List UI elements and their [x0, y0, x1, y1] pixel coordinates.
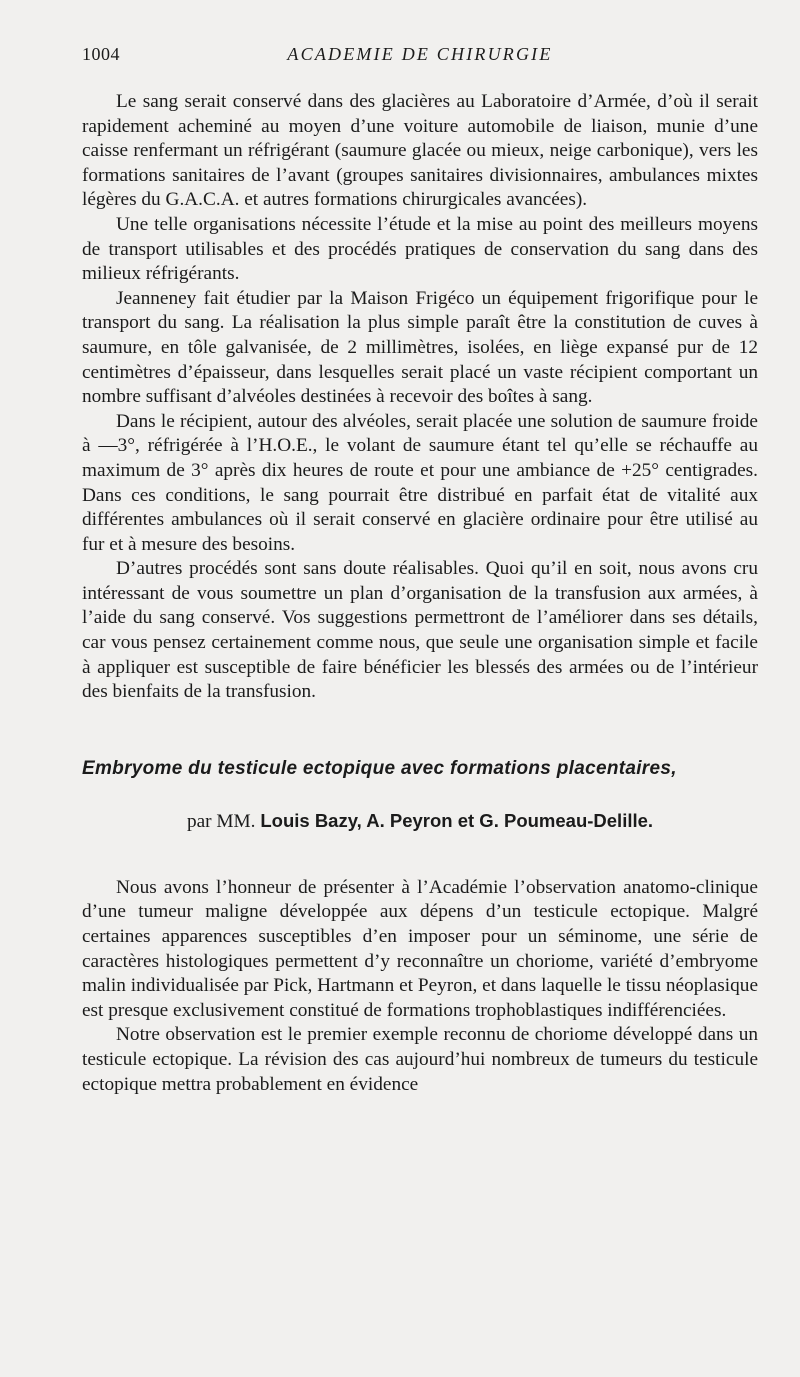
running-header [82, 44, 758, 72]
paragraph: Le sang serait conservé dans des glacières au Laboratoire d’Armée, d’où il serait rapidement acheminé au moyen d’une voiture automobile de liaison, munie d’une caisse renfermant un réfrigérant (saumure glacée ou mieux, neige carbonique), vers les formations sanitaires de l’avant (groupes sanitaires divisionnaires, ambulances mixtes légères du G.A.C.A. et autres formations chirurgicales avancées). [82, 91, 758, 211]
paragraph: Jeanneney fait étudier par la Maison Frigéco un équipement frigorifique pour le transport du sang. La réalisation la plus simple paraît être la constitution de cuves à saumure, en tôle galvanisée, de 2 millimètres, isolées, en liège expansé pur de 12 centimètres d’épaisseur, dans lesquelles serait placé un vaste récipient comportant un nombre suffisant d’alvéoles destinées à recevoir des boîtes à sang. [82, 287, 758, 408]
article-byline [82, 809, 758, 834]
byline-prefix: par MM. [186, 810, 256, 832]
previous-article-text [82, 90, 758, 705]
article-title: Embryome du testicule ectopique avec formations placentaires, [82, 757, 677, 779]
journal-title: ACADEMIE DE CHIRURGIE [287, 44, 553, 64]
paragraph: Notre observation est le premier exemple reconnu de choriome développé dans un testicule ectopique. La révision des cas aujourd’hui nombreux de tumeurs du testicule ectopique mettra probablement en évidence [82, 1024, 758, 1095]
paragraph: Dans le récipient, autour des alvéoles, serait placée une solution de saumure froide à —3°, réfrigérée à l’H.O.E., le volant de saumure étant tel qu’elle se réchauffe au maximum de 3° après dix heures de route et pour une ambiance de +25° centigrades. Dans ces conditions, le sang pourrait être distribué en parfait état de vitalité aux différentes ambulances où il serait conservé en glacière ordinaire pour être utilisé au fur et à mesure des besoins. [82, 410, 758, 555]
document-page [0, 44, 800, 1377]
article-authors: Louis Bazy, A. Peyron et G. Poumeau-Delille. [260, 809, 654, 831]
paragraph: Nous avons l’honneur de présenter à l’Académie l’observation anatomo-clinique d’une tumeur maligne développée aux dépens d’un testicule ectopique. Malgré certaines apparences susceptibles d’en imposer pour un séminome, une série de caractères histologiques permettent d’y reconnaître un choriome, variété d’embryome malin individualisée par Pick, Hartmann et Peyron, et dans laquelle le tissu néoplasique est presque exclusivement constitué de formations trophoblastiques indifférenciées. [82, 876, 758, 1021]
article-body [82, 876, 758, 1097]
paragraph: D’autres procédés sont sans doute réalisables. Quoi qu’il en soit, nous avons cru intéressant de vous soumettre un plan d’organisation de la transfusion aux armées, à l’aide du sang conservé. Vos suggestions permettront de l’améliorer dans ses détails, car vous pensez certainement comme nous, que seule une organisation simple et facile à appliquer est susceptible de faire bénéficier les blessés des armées ou de l’intérieur des bienfaits de la transfusion. [82, 558, 758, 703]
page-number: 1004 [82, 44, 120, 64]
paragraph: Une telle organisations nécessite l’étude et la mise au point des meilleurs moyens de transport utilisables et des procédés pratiques de conservation du sang dans des milieux réfrigérants. [82, 213, 758, 285]
